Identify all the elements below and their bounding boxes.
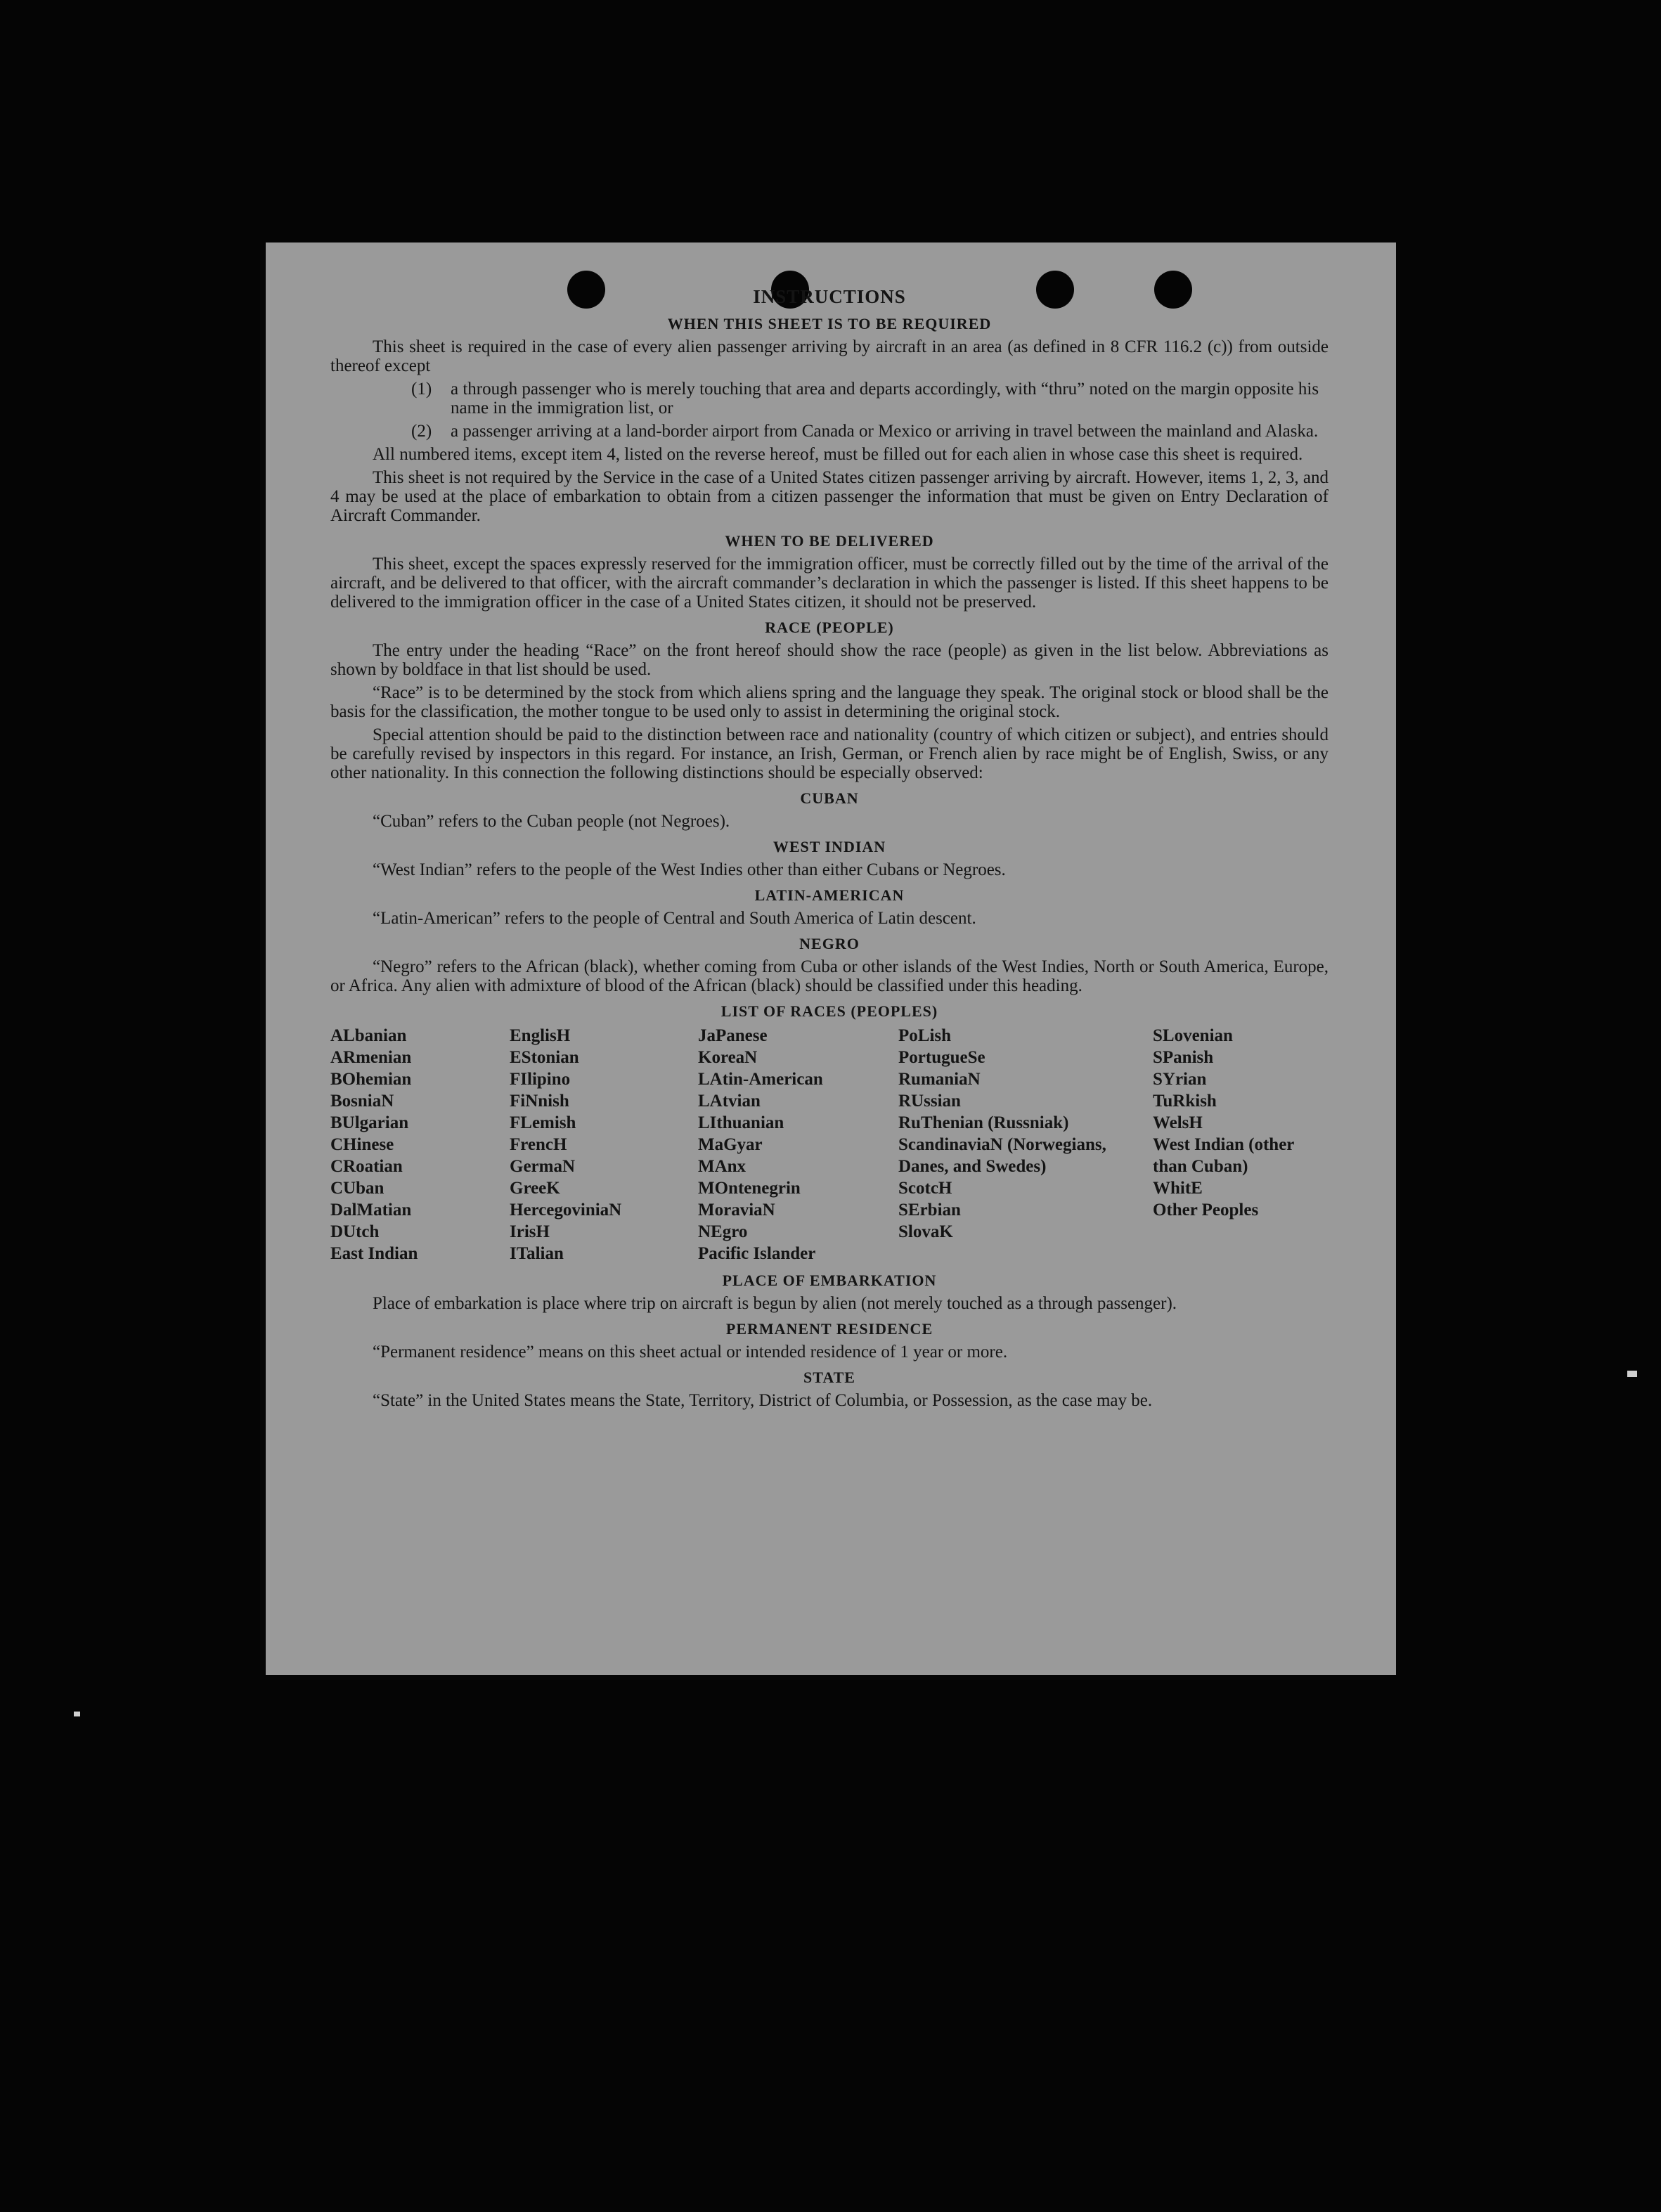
race-entry: BUlgarian bbox=[330, 1113, 409, 1132]
race-entry: MoraviaN bbox=[698, 1201, 775, 1220]
paragraph: “Permanent residence” means on this sheet actual or intended residence of 1 year or more. bbox=[373, 1343, 1008, 1362]
list-item bbox=[411, 380, 1329, 418]
paragraph: “State” in the United States means the State, Territory, District of Columbia, or Possession, as the case may be. bbox=[373, 1391, 1153, 1410]
paragraph: Place of embarkation is place where trip on aircraft is begun by alien (not merely touched as a through passenger). bbox=[373, 1294, 1177, 1313]
race-entry: MOntenegrin bbox=[698, 1179, 801, 1198]
section-heading: LIST OF RACES (PEOPLES) bbox=[720, 1002, 938, 1020]
paragraph: “Negro” refers to the African (black), whether coming from Cuba or other islands of the West Indies, North or South America, Europe, or Africa. Any alien with admixture of blood of the African (black) should be classified under this heading. bbox=[330, 957, 1329, 995]
race-entry: SYrian bbox=[1153, 1070, 1207, 1089]
race-entry: FrencH bbox=[510, 1135, 567, 1154]
race-entry: SErbian bbox=[898, 1201, 961, 1220]
races-column bbox=[330, 1025, 510, 1265]
race-entry: ITalian bbox=[510, 1244, 564, 1263]
race-entry: West Indian (other than Cuban) bbox=[1153, 1135, 1294, 1176]
section-heading: NEGRO bbox=[799, 935, 860, 952]
section-latin-american bbox=[330, 886, 1329, 928]
section-heading: WEST INDIAN bbox=[773, 838, 886, 855]
item-text: a through passenger who is merely touching that area and departs accordingly, with “thru” noted on the margin opposite his name in the immigration list, or bbox=[451, 380, 1319, 418]
instructions-content bbox=[330, 286, 1329, 1414]
paragraph: Special attention should be paid to the distinction between race and nationality (country of which citizen or subject), and entries should be carefully revised by inspectors in this regard. For instance, an Irish, German, or French alien by race might be of English, Swiss, or any other nationality. In this connection the following distinctions should be especially observed: bbox=[330, 725, 1329, 782]
race-entry: WelsH bbox=[1153, 1113, 1203, 1132]
race-entry: ScotcH bbox=[898, 1179, 952, 1198]
section-when-delivered bbox=[330, 532, 1329, 612]
section-permanent-residence bbox=[330, 1320, 1329, 1362]
item-number: (1) bbox=[411, 380, 432, 399]
section-heading: RACE (PEOPLE) bbox=[765, 619, 894, 636]
race-entry: CHinese bbox=[330, 1135, 394, 1154]
section-heading: WHEN THIS SHEET IS TO BE REQUIRED bbox=[667, 315, 992, 332]
section-list-of-races bbox=[330, 1002, 1329, 1265]
race-entry: CRoatian bbox=[330, 1157, 403, 1176]
race-entry: East Indian bbox=[330, 1244, 418, 1263]
race-entry: FiNnish bbox=[510, 1092, 569, 1111]
race-entry: DalMatian bbox=[330, 1201, 412, 1220]
race-entry: FIlipino bbox=[510, 1070, 571, 1089]
race-entry: MaGyar bbox=[698, 1135, 763, 1154]
race-entry: RuThenian (Russniak) bbox=[898, 1113, 1069, 1132]
races-table bbox=[330, 1025, 1329, 1265]
race-entry: BosniaN bbox=[330, 1092, 394, 1111]
list-item bbox=[411, 422, 1329, 441]
race-entry: LIthuanian bbox=[698, 1113, 784, 1132]
paragraph: This sheet is not required by the Service in the case of a United States citizen passenger arriving by aircraft. However, items 1, 2, 3, and 4 may be used at the place of embarkation to obtain from a citizen passenger the information that must be given on Entry Declaration of Aircraft Commander. bbox=[330, 468, 1329, 525]
section-negro bbox=[330, 935, 1329, 995]
race-entry: Other Peoples bbox=[1153, 1201, 1259, 1220]
race-entry: SPanish bbox=[1153, 1048, 1214, 1067]
item-text: a passenger arriving at a land-border airport from Canada or Mexico or arriving in travel between the mainland and Alaska. bbox=[451, 422, 1319, 441]
section-heading: PERMANENT RESIDENCE bbox=[725, 1320, 933, 1338]
race-entry: ARmenian bbox=[330, 1048, 412, 1067]
race-entry: HercegoviniaN bbox=[510, 1201, 622, 1220]
race-entry: RumaniaN bbox=[898, 1070, 981, 1089]
races-column bbox=[898, 1025, 1153, 1265]
paragraph: All numbered items, except item 4, listed on the reverse hereof, must be filled out for each alien in whose case this sheet is required. bbox=[373, 445, 1303, 464]
paragraph: “Latin-American” refers to the people of Central and South America of Latin descent. bbox=[373, 909, 976, 928]
race-entry: GreeK bbox=[510, 1179, 560, 1198]
paragraph: “Cuban” refers to the Cuban people (not Negroes). bbox=[373, 812, 730, 831]
page-title: INSTRUCTIONS bbox=[753, 286, 906, 307]
document-sheet bbox=[266, 242, 1396, 1675]
race-entry: CUban bbox=[330, 1179, 384, 1198]
race-entry: NEgro bbox=[698, 1222, 748, 1241]
race-entry: DUtch bbox=[330, 1222, 380, 1241]
paragraph: The entry under the heading “Race” on the front hereof should show the race (people) as given in the list below. Abbreviations as shown by boldface in that list should be used. bbox=[330, 641, 1329, 679]
race-entry: SlovaK bbox=[898, 1222, 953, 1241]
race-entry: RUssian bbox=[898, 1092, 961, 1111]
race-entry: JaPanese bbox=[698, 1026, 768, 1045]
section-state bbox=[330, 1369, 1329, 1410]
race-entry: TuRkish bbox=[1153, 1092, 1217, 1111]
film-speck bbox=[1627, 1371, 1637, 1377]
paragraph: “Race” is to be determined by the stock from which aliens spring and the language they speak. The original stock or blood shall be the basis for the classification, the mother tongue to be used only to assist in determining the original stock. bbox=[330, 683, 1329, 721]
film-speck bbox=[74, 1712, 80, 1716]
race-entry: SLovenian bbox=[1153, 1026, 1233, 1045]
section-west-indian bbox=[330, 838, 1329, 879]
section-heading: STATE bbox=[803, 1369, 855, 1386]
race-entry: EnglisH bbox=[510, 1026, 571, 1045]
section-heading: PLACE OF EMBARKATION bbox=[722, 1272, 937, 1289]
section-race bbox=[330, 619, 1329, 782]
race-entry: GermaN bbox=[510, 1157, 576, 1176]
races-column bbox=[698, 1025, 898, 1265]
section-heading: LATIN-AMERICAN bbox=[754, 886, 905, 904]
paragraph: This sheet, except the spaces expressly reserved for the immigration officer, must be correctly filled out by the time of the arrival of the aircraft, and be delivered to that officer, with the aircraft commander’s declaration in which the passenger is listed. If this sheet happens to be delivered to the immigration officer in the case of a United States citizen, it should not be preserved. bbox=[330, 555, 1329, 612]
race-entry: ALbanian bbox=[330, 1026, 407, 1045]
race-entry: PoLish bbox=[898, 1026, 952, 1045]
race-entry: IrisH bbox=[510, 1222, 550, 1241]
section-heading: WHEN TO BE DELIVERED bbox=[725, 532, 934, 550]
section-when-required bbox=[330, 315, 1329, 525]
race-entry: PortugueSe bbox=[898, 1048, 985, 1067]
race-entry: FLemish bbox=[510, 1113, 576, 1132]
race-entry: LAtin-American bbox=[698, 1070, 823, 1089]
section-heading: CUBAN bbox=[800, 789, 859, 807]
races-column bbox=[1153, 1025, 1329, 1265]
item-number: (2) bbox=[411, 422, 432, 441]
race-entry: ScandinaviaN (Norwegians, Danes, and Swedes) bbox=[898, 1135, 1106, 1176]
race-entry: BOhemian bbox=[330, 1070, 412, 1089]
race-entry: Pacific Islander bbox=[698, 1244, 816, 1263]
paragraph: “West Indian” refers to the people of the West Indies other than either Cubans or Negroes. bbox=[373, 860, 1006, 879]
race-entry: LAtvian bbox=[698, 1092, 761, 1111]
section-cuban bbox=[330, 789, 1329, 831]
section-place-of-embarkation bbox=[330, 1272, 1329, 1313]
race-entry: WhitE bbox=[1153, 1179, 1203, 1198]
race-entry: KoreaN bbox=[698, 1048, 758, 1067]
race-entry: EStonian bbox=[510, 1048, 579, 1067]
races-column bbox=[510, 1025, 698, 1265]
paragraph: This sheet is required in the case of every alien passenger arriving by aircraft in an area (as defined in 8 CFR 116.2 (c)) from outside thereof except bbox=[330, 337, 1329, 375]
race-entry: MAnx bbox=[698, 1157, 747, 1176]
